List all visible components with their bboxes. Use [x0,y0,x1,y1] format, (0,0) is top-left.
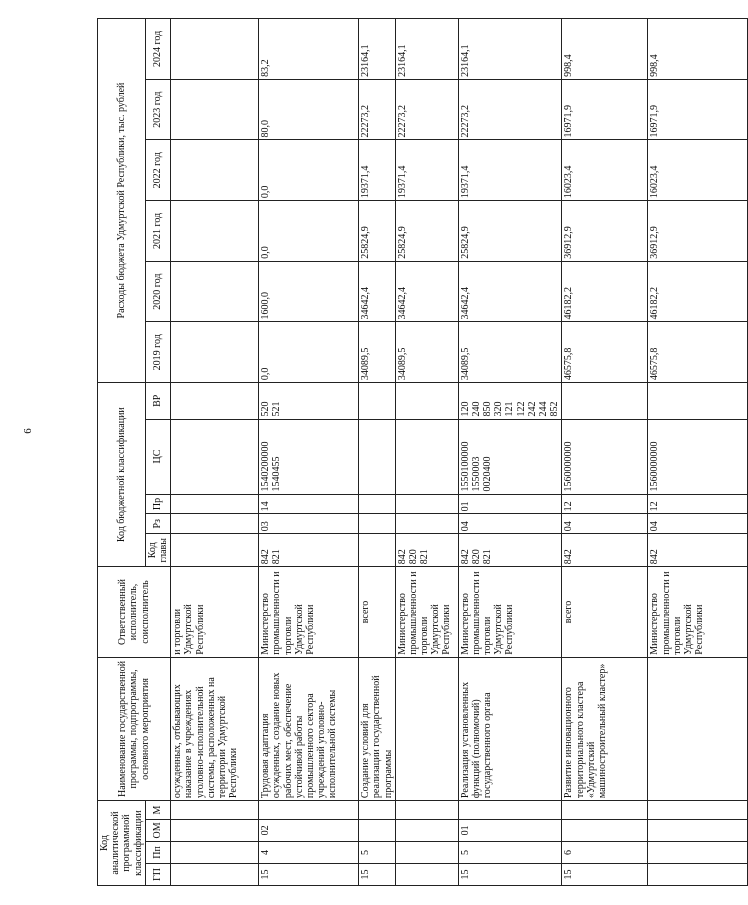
rz-cell: 03 [259,514,359,534]
vr-header: ВР [145,383,170,419]
m-cell [395,801,458,820]
cs-cell: 1540200000 1540455 [259,419,359,494]
vr-cell [171,383,259,419]
expense-value: 25824,9 [359,201,396,262]
pp-cell: 5 [458,841,562,863]
table-body [171,19,748,886]
executor-cell: Министерство промышленности и торговли Удмуртской Республики [259,567,359,657]
executor-cell: Министерство промышленности и торговли Удмуртской Республики [395,567,458,657]
expense-value: 19371,4 [395,140,458,201]
cs-cell: 1560000000 [648,419,748,494]
name-cell: Реализация установленных функций (полномочий) государственного органа [458,657,562,800]
kod-glavy-cell [359,534,396,567]
expense-value [171,322,259,383]
pp-cell [648,841,748,863]
expense-value: 36912,9 [648,201,748,262]
table-row [171,19,259,886]
name-header: Наименование государственной программы, подпрограммы, основного мероприятия [98,657,171,800]
gp-cell: 15 [458,863,562,885]
expense-value [171,79,259,140]
gp-cell: 15 [259,863,359,885]
pr-header: Пр [145,494,170,514]
pp-cell [171,841,259,863]
expense-value: 22273,2 [458,79,562,140]
expense-value: 19371,4 [458,140,562,201]
expense-value: 19371,4 [359,140,396,201]
pp-cell [395,841,458,863]
rz-cell: 04 [648,514,748,534]
expense-value: 25824,9 [458,201,562,262]
pr-cell [359,494,396,514]
pp-header: Пп [145,841,170,863]
kod-glavy-cell: 842 820 821 [458,534,562,567]
kod-glavy-cell: 842 [562,534,648,567]
om-cell [359,819,396,841]
m-cell [359,801,396,820]
vr-cell [562,383,648,419]
om-cell [562,819,648,841]
expense-value: 46575,8 [562,322,648,383]
expense-value: 16023,4 [648,140,748,201]
expense-value: 0,0 [259,201,359,262]
pr-cell: 12 [562,494,648,514]
gp-cell [171,863,259,885]
year-header: 2020 год [145,261,170,322]
cs-cell [395,419,458,494]
expense-value: 0,0 [259,322,359,383]
expenses-header: Расходы бюджета Удмуртской Республики, тыс. рублей [98,19,146,383]
kod-glavy-cell [171,534,259,567]
name-cell: Создание условий для реализации государственной программы [359,657,396,800]
analytic-code-header: Код аналитической программной классификации [98,801,146,886]
pr-cell: 12 [648,494,748,514]
executor-cell: Министерство промышленности и торговли Удмуртской Республики [458,567,562,657]
expense-value: 22273,2 [395,79,458,140]
budget-code-header: Код бюджетной классификации [98,383,146,567]
name-cell [395,657,458,800]
m-cell [458,801,562,820]
om-cell: 02 [259,819,359,841]
m-header: М [145,801,170,820]
expense-value: 34642,4 [359,261,396,322]
table-row [562,19,648,886]
expense-value: 36912,9 [562,201,648,262]
gp-header: ГП [145,863,170,885]
m-cell [171,801,259,820]
name-cell: Трудовая адаптация осужденных, создание новых рабочих мест, обеспечение устойчивой работы промышленного сектора учреждений уголовно-исполнительной системы [259,657,359,800]
vr-cell: 120 240 850 320 121 122 242 244 852 [458,383,562,419]
budget-table-rotated [97,18,706,886]
om-cell [395,819,458,841]
name-cell: Развитие инновационного территориального кластера «Удмуртский машиностроительный кластер» [562,657,648,800]
expense-value: 34642,4 [458,261,562,322]
year-header: 2022 год [145,140,170,201]
rz-cell: 04 [458,514,562,534]
expense-value: 46182,2 [648,261,748,322]
expense-value [171,19,259,80]
cs-header: ЦС [145,419,170,494]
pr-cell: 14 [259,494,359,514]
expense-value: 23164,1 [395,19,458,80]
expense-value: 0,0 [259,140,359,201]
kod-glavy-cell: 842 [648,534,748,567]
cs-cell: 1550100000 1550003 0020400 [458,419,562,494]
year-header: 2024 год [145,19,170,80]
table-row [395,19,458,886]
om-cell [648,819,748,841]
cs-cell [171,419,259,494]
kod-glavy-cell: 842 821 [259,534,359,567]
cs-cell: 1560000000 [562,419,648,494]
rz-cell [171,514,259,534]
expense-value [171,201,259,262]
expense-value: 16971,9 [562,79,648,140]
m-cell [562,801,648,820]
table-row [259,19,359,886]
vr-cell [359,383,396,419]
gp-cell [648,863,748,885]
year-header: 2019 год [145,322,170,383]
expense-value: 80,0 [259,79,359,140]
expense-value [171,261,259,322]
executor-header: Ответственный исполнитель, соисполнитель [98,567,171,657]
vr-cell [648,383,748,419]
pp-cell: 5 [359,841,396,863]
pr-cell [171,494,259,514]
expense-value: 22273,2 [359,79,396,140]
expense-value: 83,2 [259,19,359,80]
expense-value: 46575,8 [648,322,748,383]
m-cell [648,801,748,820]
table-row [648,19,748,886]
page-number: 6 [21,428,34,434]
pr-cell [395,494,458,514]
expense-value: 1600,0 [259,261,359,322]
name-cell [648,657,748,800]
executor-cell: всего [562,567,648,657]
rz-cell: 04 [562,514,648,534]
year-header: 2021 год [145,201,170,262]
executor-cell: и торговли Удмуртской Республики [171,567,259,657]
expense-value: 34089,5 [359,322,396,383]
gp-cell [395,863,458,885]
vr-cell: 520 521 [259,383,359,419]
expense-value: 23164,1 [359,19,396,80]
expense-value [171,140,259,201]
executor-cell: всего [359,567,396,657]
kod-glavy-cell: 842 820 821 [395,534,458,567]
expense-value: 34089,5 [395,322,458,383]
om-cell: 01 [458,819,562,841]
expense-value: 34089,5 [458,322,562,383]
expense-value: 998,4 [648,19,748,80]
executor-cell: Министерство промышленности и торговли Удмуртской Республики [648,567,748,657]
m-cell [259,801,359,820]
pr-cell: 01 [458,494,562,514]
om-header: ОМ [145,819,170,841]
expense-value: 25824,9 [395,201,458,262]
expense-value: 46182,2 [562,261,648,322]
expense-value: 998,4 [562,19,648,80]
expense-value: 23164,1 [458,19,562,80]
cs-cell [359,419,396,494]
pp-cell: 6 [562,841,648,863]
expense-value: 16023,4 [562,140,648,201]
kod-glavy-header: Код главы [145,534,170,567]
rz-cell [395,514,458,534]
gp-cell: 15 [359,863,396,885]
pp-cell: 4 [259,841,359,863]
vr-cell [395,383,458,419]
table-row [458,19,562,886]
year-header: 2023 год [145,79,170,140]
name-cell: осужденных, отбывающих наказание в учреждениях уголовно-исполнительной системы, расположенных на территории Удмуртской Республики [171,657,259,800]
rz-header: Рз [145,514,170,534]
budget-table [97,18,748,886]
expense-value: 16971,9 [648,79,748,140]
gp-cell: 15 [562,863,648,885]
rz-cell [359,514,396,534]
table-row [359,19,396,886]
om-cell [171,819,259,841]
expense-value: 34642,4 [395,261,458,322]
